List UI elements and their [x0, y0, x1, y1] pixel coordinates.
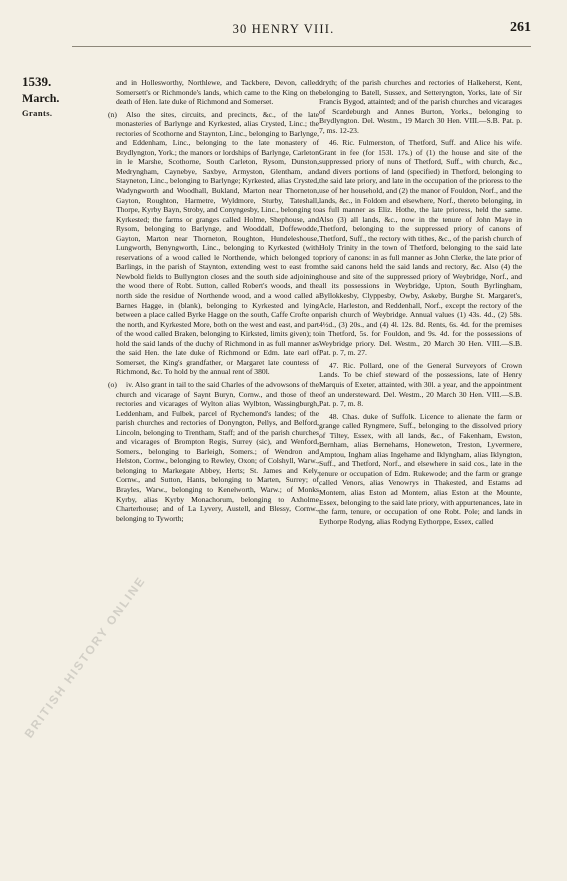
entry-text: Ric. Fulmerston, of Thetford, Suff. and Alice his wife. Grant in fee (for 153l. 17s.) of (1) the house and site of the suppressed priory of nuns of Thetford, Suff., with church, &c., and divers portions of land (specified) in Thetford, belonging to the said late priory, and late in the occupation of the prioress to the use of her household, and (2) the manor of Fouldon, Norf., and the lands, &c., in Foldom and elsewhere, Norf., thereto belonging, in as full manner as Eliz. Hothe, the late prioress, held the same. Also (3) all lands, &c., now in the tenure of John Maye in Thetford, belonging to the suppressed priory of canons of Thetford, Suff., the rectory with tithes, &c., of the parish church of Holy Trinity in the town of Thetford, belonging to the said late priory of canons: in as full manner as John Clerke, the late prior of the said canons held the said lands and rectory, &c. Also (4) the house and site of the suppressed priory of Weybridge, Norf., and all its possessions in Weybridge, Upton, South Byrlingham, Byllokkesby, Clyppesby, Owby, Askeby, Burghe St. Margaret's, Acle, Harleston, and Reddenhall, Norf., except the rectory of the parish church of Weybridge. Annual values (1) 43s. 4d., (2) 58s. 4½d., (3) 20s., and (4) 4l. 12s. 8d. Rents, 6s. 4d. for the premises in Thetford, 5s. for Fouldon, and 9s. 4d. for the possessions of Weybridge priory. Del. Westm., 20 March 30 Hen. VIII.—S.B. Pat. p. 7, m. 27. [319, 138, 522, 358]
paragraph-text: and in Hollesworthy, Northlewe, and Tackbere, Devon, called Somersett's or Richmonde's lands, which came to the King on the death of Hen. late duke of Richmond and Somerset. [116, 78, 319, 107]
entry-48 [319, 412, 522, 527]
entry-text: Ric. Pollard, one of the General Surveyors of Crown Lands. To be chief steward of the possessions, late of Henry Marquis of Exeter, attainted, with 30l. a year, and the appointment of an understeward. Del. Westm., 20 March 30 Hen. VIII.—S.B. Pat. p. 7, m. 8. [319, 360, 523, 409]
entry-number: 46. [329, 138, 339, 148]
header-rule [72, 46, 531, 47]
paragraph-text: iv. Also grant in tail to the said Charles of the advowsons of the church and vicarage of Saynt Buryn, Cornw., and those of the rectories and vicarages of Wylton alias Wylbton, Wassingburgh, Leddenham, and Fulbek, parcel of Rychemond's landes; of the parish churches and rectories of Donyngton, Pellys, and Belford, Lincoln, belonging to Trentham, Staff; and of the parish churches and vicarages of Brompton Regis, Surrey (sic), and Wenford, Somers., belonging to Barleigh, Somers.; of Wendron and Helston, Cornw., belonging to Rewley, Oxon; of Colshyll, Warw., belonging to Markegate Abbey, Herts; St. James and Kely, Cornw., and Sutton, Hants, belonging to Marten, Surrey; of Brayles, Warw., belonging to Kenelworth, Warw.; of Monks Kyrby, alias Kyrby Monachorum, belonging to Axholme Charterhouse; and of La Lyvery, Austell, and Blessy, Cornw., belonging to Tyworth; [116, 379, 319, 523]
paragraph-label: (o) [108, 379, 117, 389]
entry-text: Chas. duke of Suffolk. Licence to alienate the farm or grange called Ryngmere, Suff., belonging to the dissolved priory of Tiltey, Essex, with all lands, &c., of Fakenham, Ewston, Bernham, alias Bernehams, Honeweton, Treston, Lyvermere, Amptou, Ingham alias Ingehame and Iklyngham, alias Iklyngton, Suff., and Thetford, Norf., and elsewhere in said cos., late in the tenure or occupation of Edm. Rukewode; and the farm or grange called Venors, alias Venowrys in Thakested, and Estams ad Montem, alias Eston ad Montem, alias Eston at the Mounte, Essex, belonging to the said late priory, with appurtenances, late in the farm, tenure, or occupation of one Robt. Pole; and lands in Eythorpe Rodyng, alias Rodyng Eythorppe, Essex, called [319, 411, 523, 526]
margin-year: 1539. [22, 74, 52, 89]
entry-number: 47. [329, 360, 339, 370]
paragraph [108, 109, 319, 377]
paragraph [108, 379, 319, 523]
page-number: 261 [510, 20, 531, 35]
right-column [319, 78, 522, 526]
paragraph-text: dryth; of the parish churches and rectories of Halkeherst, Kent, belonging to Batell, Sussex, and Setteryngton, Yorks, late of Sir Francis Bygod, attainted; and of the parish churches and vicarages of Scardeburgh and Annes Burton, Yorks., belonging to Brydlyngton. Del. Westm., 19 March 30 Hen. VIII.—S.B. Pat. p. 7, ms. 12-23. [319, 78, 522, 135]
margin-section-label: Grants. [22, 108, 53, 118]
margin-month: March. [22, 91, 60, 105]
margin-notes [22, 74, 76, 118]
running-title: 30 HENRY VIII. [232, 22, 335, 36]
entry-number: 48. [329, 411, 339, 421]
paragraph-label: (n) [108, 109, 117, 119]
paragraph [116, 78, 319, 107]
paragraph [319, 78, 522, 135]
entry-47 [319, 361, 522, 409]
page-header [0, 20, 567, 42]
watermark: BRITISH HISTORY ONLINE [21, 573, 149, 741]
entry-46 [319, 138, 522, 358]
left-column [108, 78, 319, 523]
paragraph-text: Also the sites, circuits, and precincts, &c., of the late monasteries of Barlynge and Kyrkested, alias Crysted, Linc.; the rectories of Scothorne and Staynton, Linc., belonging to Barlynge, and Eddenham, Linc., belonging to the late monastery of Brydlyngton, York.; the manors or lordships of Barlynge, Carleton in le Marshe, Scothorne, South Carleton, Rysom, Dunston, Medryngham, Caynebye, Saxbye, Armyston, Glentham, and Stayneton, Linc., belonging to Barlynge; Kyrkested, alias Crysted, Wadyngworth and Woodhall, Bukland, Marton near Thorneton, Gayton, Roughton, Harmetre, Wyldmore, Sturby, Tateshall, Thorpe, Kyrby Bayn, Stroby, and Conyngesby, Linc., belonging to Kyrkested; the farms or granges called Holme, Shephouse, and Rysom, belonging to Barlynge, and Wooddall, Doffewodde, Gayton, Marton near Thorneton, Roughton, Hundeleshouse, Lungworth, Benyngworth, Linc., belonging to Kyrkested (with reservations of a wood called le Northende, which belonged to Barlings, in the parish of Staynton, extending west to east from Newbold fields to Bullyngton closes and the south side adjoining the wood there of Robt. Sutton, called Robert's woods, and the north side the residue of Northende wood, and a wood called a Barnes Hagge, in (blank), belonging to Kyrkested and lying between a place called Byrke Hagge on the south, Caffe Crofte on the north, and Kyrkested More, both on the west and east, and part of the wood called Braken, belonging to Kirksted, limits given); to hold the said lands of the duchy of Richmond in as full manner as the said Hen. the late duke of Richmond or Edm. late earl of Somerset, the King's grandfather, or Margaret late countess of Richmond, &c. To hold by the annual rent of 380l. [116, 109, 319, 377]
